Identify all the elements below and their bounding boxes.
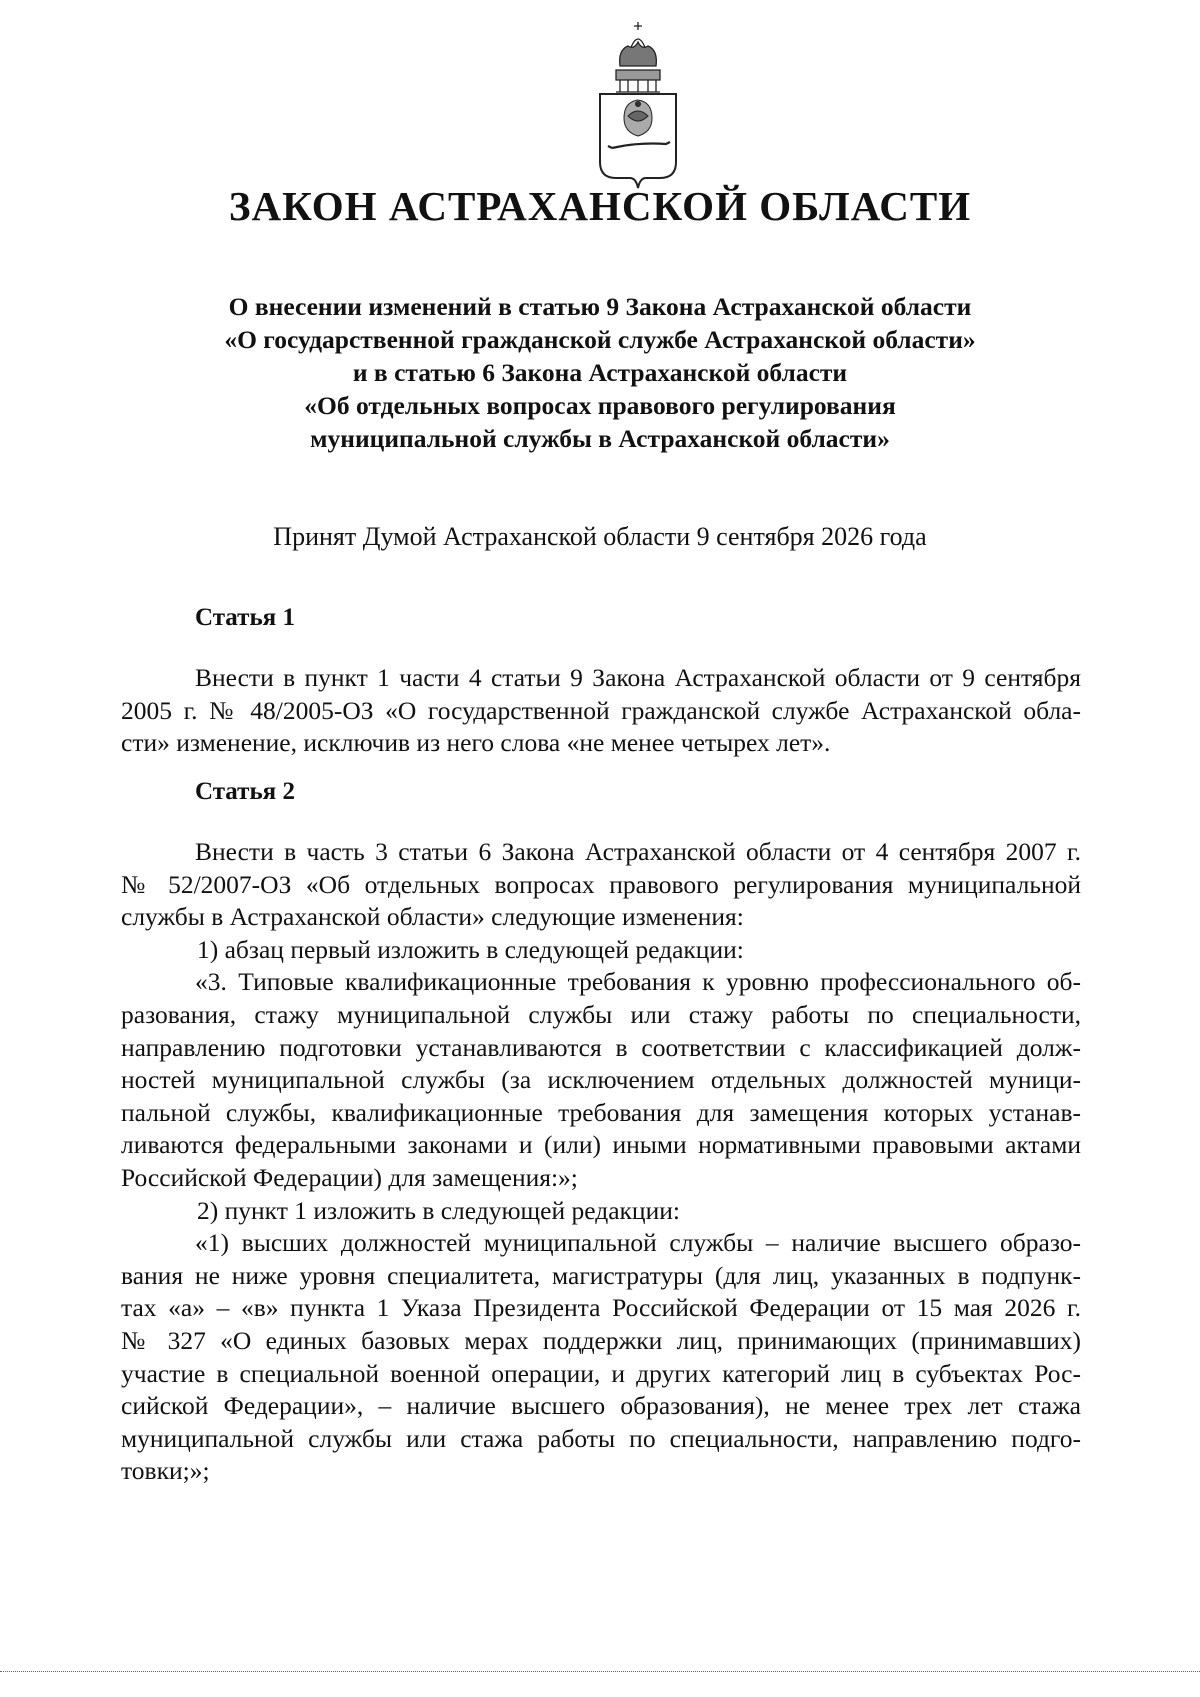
text-line: ливаются федеральными законами и (или) иными нормативными правовыми актами (121, 1130, 1081, 1160)
subtitle-line: муниципальной службы в Астраханской области» (310, 424, 890, 453)
text-line: 2005 г. № 48/2005-ОЗ «О государственной гражданской службе Астраханской обла- (121, 695, 1081, 725)
text-line: направлению подготовки устанавливаются в соответствии с классификацией долж- (121, 1032, 1081, 1062)
law-title: ЗАКОН АСТРАХАНСКОЙ ОБЛАСТИ (228, 183, 972, 229)
text-line: № 327 «О единых базовых мерах поддержки лиц, принимающих (принимавших) (121, 1325, 1081, 1355)
article-1-heading: Статья 1 (195, 604, 295, 631)
subtitle-line: «Об отдельных вопросах правового регулирования (304, 391, 896, 420)
subtitle-line: «О государственной гражданской службе Астраханской области» (224, 325, 976, 354)
text-line: ностей муниципальной службы (за исключением отдельных должностей муници- (121, 1065, 1081, 1095)
text-line: 2) пункт 1 изложить в следующей редакции: (197, 1195, 680, 1225)
page-bottom-divider (0, 1671, 1200, 1672)
text-line: сти» изменение, исключив из него слова «не менее четырех лет». (121, 728, 831, 758)
text-line: разования, стажу муниципальной службы или стажу работы по специальности, (121, 999, 1081, 1029)
text-line: товки;»; (121, 1456, 210, 1486)
article-2-body (121, 836, 1081, 1488)
text-line: тах «а» – «в» пункта 1 Указа Президента Российской Федерации от 15 мая 2026 г. (121, 1293, 1081, 1323)
law-subtitle (150, 290, 1050, 455)
text-line: службы в Астраханской области» следующие изменения: (121, 902, 744, 932)
text-line: 1) абзац первый изложить в следующей редакции: (197, 934, 744, 964)
article-2-heading: Статья 2 (195, 778, 295, 805)
text-line: Внести в пункт 1 части 4 статьи 9 Закона Астраханской области от 9 сентября (195, 663, 1081, 692)
text-line: сийской Федерации», – наличие высшего образования), не менее трех лет стажа (121, 1391, 1081, 1421)
subtitle-line: О внесении изменений в статью 9 Закона Астраханской области (228, 292, 972, 321)
article-1-body (121, 662, 1081, 760)
text-line: муниципальной службы или стажа работы по специальности, направлению подго- (121, 1423, 1081, 1453)
text-line: «3. Типовые квалификационные требования к уровню профессионального об- (195, 967, 1081, 997)
text-line: пальной службы, квалификационные требования для замещения которых устанав- (121, 1097, 1081, 1127)
adoption-statement: Принят Думой Астраханской области 9 сентября 2026 года (273, 522, 927, 551)
text-line: участие в специальной военной операции, и других категорий лиц в субъектах Рос- (121, 1358, 1081, 1388)
text-line: Внести в часть 3 статьи 6 Закона Астраханской области от 4 сентября 2007 г. (195, 837, 1081, 866)
coat-of-arms-emblem (590, 20, 686, 190)
text-line: № 52/2007-ОЗ «Об отдельных вопросах правового регулирования муниципальной (121, 869, 1081, 899)
subtitle-line: и в статью 6 Закона Астраханской области (352, 358, 848, 387)
text-line: вания не ниже уровня специалитета, магистратуры (для лиц, указанных в подпунк- (121, 1260, 1081, 1290)
text-line: Российской Федерации) для замещения:»; (121, 1162, 578, 1192)
text-line: «1) высших должностей муниципальной службы – наличие высшего образо- (195, 1228, 1081, 1258)
